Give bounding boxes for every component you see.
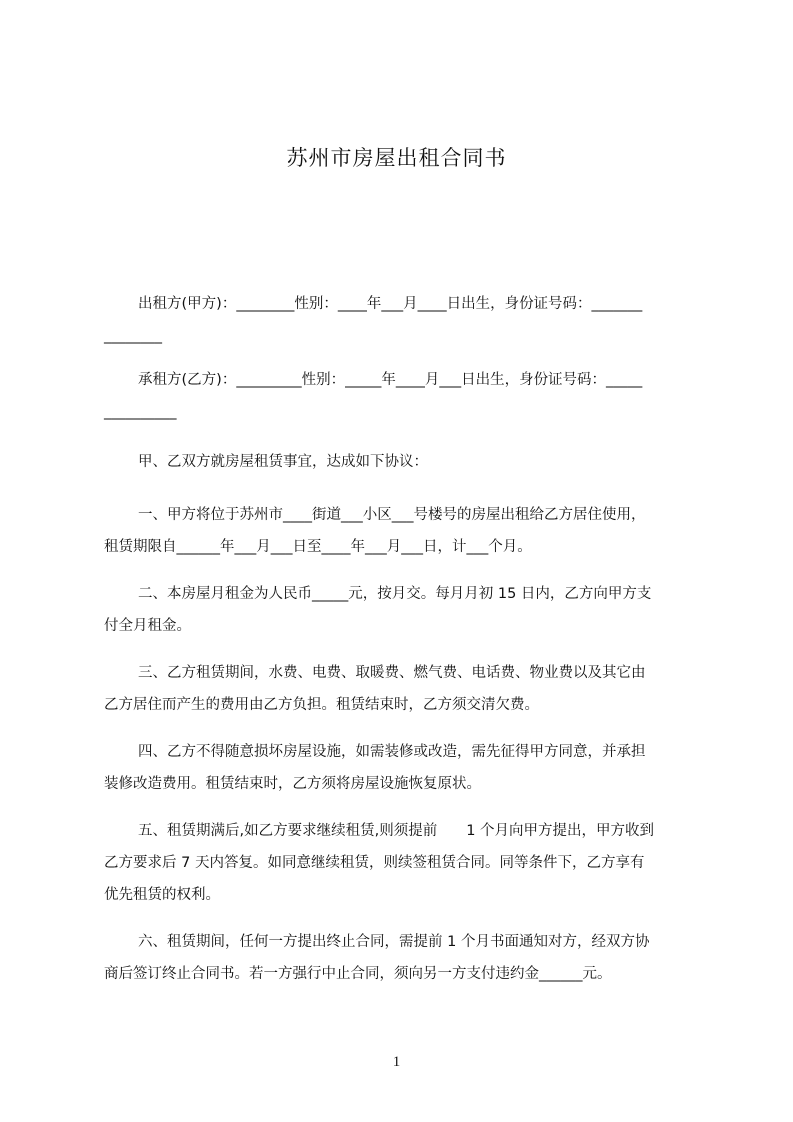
paragraph-agreement-intro (104, 446, 700, 478)
paragraph-line: 六、租赁期间，任何一方提出终止合同，需提前 1 个月书面通知对方，经双方协 (138, 934, 650, 950)
clause-1 (104, 499, 700, 563)
page-number: 1 (392, 1054, 401, 1070)
paragraph-line: 乙方要求后 7 天内答复。如同意继续租赁，则续签租赁合同。同等条件下，乙方享有 (104, 855, 645, 871)
paragraph-line: 四、乙方不得随意损坏房屋设施，如需装修或改造，需先征得甲方同意，并承担 (138, 744, 646, 760)
paragraph-line: 一、甲方将位于苏州市____街道___小区___号楼号的房屋出租给乙方居住使用， (138, 507, 646, 523)
paragraph-line: 装修改造费用。租赁结束时，乙方须将房屋设施恢复原状。 (104, 776, 481, 792)
paragraph-line: 承租方(乙方)：_________性别：_____年____月___日出生，身份证号码：_____ (138, 372, 643, 388)
paragraph-line: 乙方居住而产生的费用由乙方负担。租赁结束时，乙方须交清欠费。 (104, 697, 539, 713)
paragraph-line: 租赁期限自______年___月___日至____年___月___日，计___个月。 (104, 539, 532, 555)
paragraph-line: 优先租赁的权利。 (104, 887, 220, 903)
paragraph-line: 五、租赁期满后,如乙方要求继续租赁,则须提前 1 个月向甲方提出，甲方收到 (138, 823, 655, 839)
clause-3 (104, 657, 700, 721)
document-title: 苏州市房屋出租合同书 (286, 146, 507, 170)
paragraph-lessor (104, 288, 700, 352)
clause-2 (104, 578, 700, 642)
paragraph-line: 二、本房屋月租金为人民币_____元，按月交。每月月初 15 日内，乙方向甲方支 (138, 586, 652, 602)
clause-4 (104, 736, 700, 800)
paragraph-lessee (104, 364, 700, 428)
clause-6 (104, 926, 700, 990)
paragraph-line: 商后签订终止合同书。若一方强行中止合同，须向另一方支付违约金______元。 (104, 966, 612, 982)
paragraph-line: __________ (104, 404, 177, 420)
paragraph-line: 付全月租金。 (104, 618, 191, 634)
paragraph-line: 三、乙方租赁期间，水费、电费、取暖费、燃气费、电话费、物业费以及其它由 (138, 665, 646, 681)
clause-5 (104, 815, 700, 911)
paragraph-line: 甲、乙双方就房屋租赁事宜，达成如下协议： (138, 454, 428, 470)
paragraph-line: 出租方(甲方)：________性别：____年___月____日出生，身份证号码：_______ (138, 296, 643, 312)
paragraph-line: ________ (104, 328, 162, 344)
